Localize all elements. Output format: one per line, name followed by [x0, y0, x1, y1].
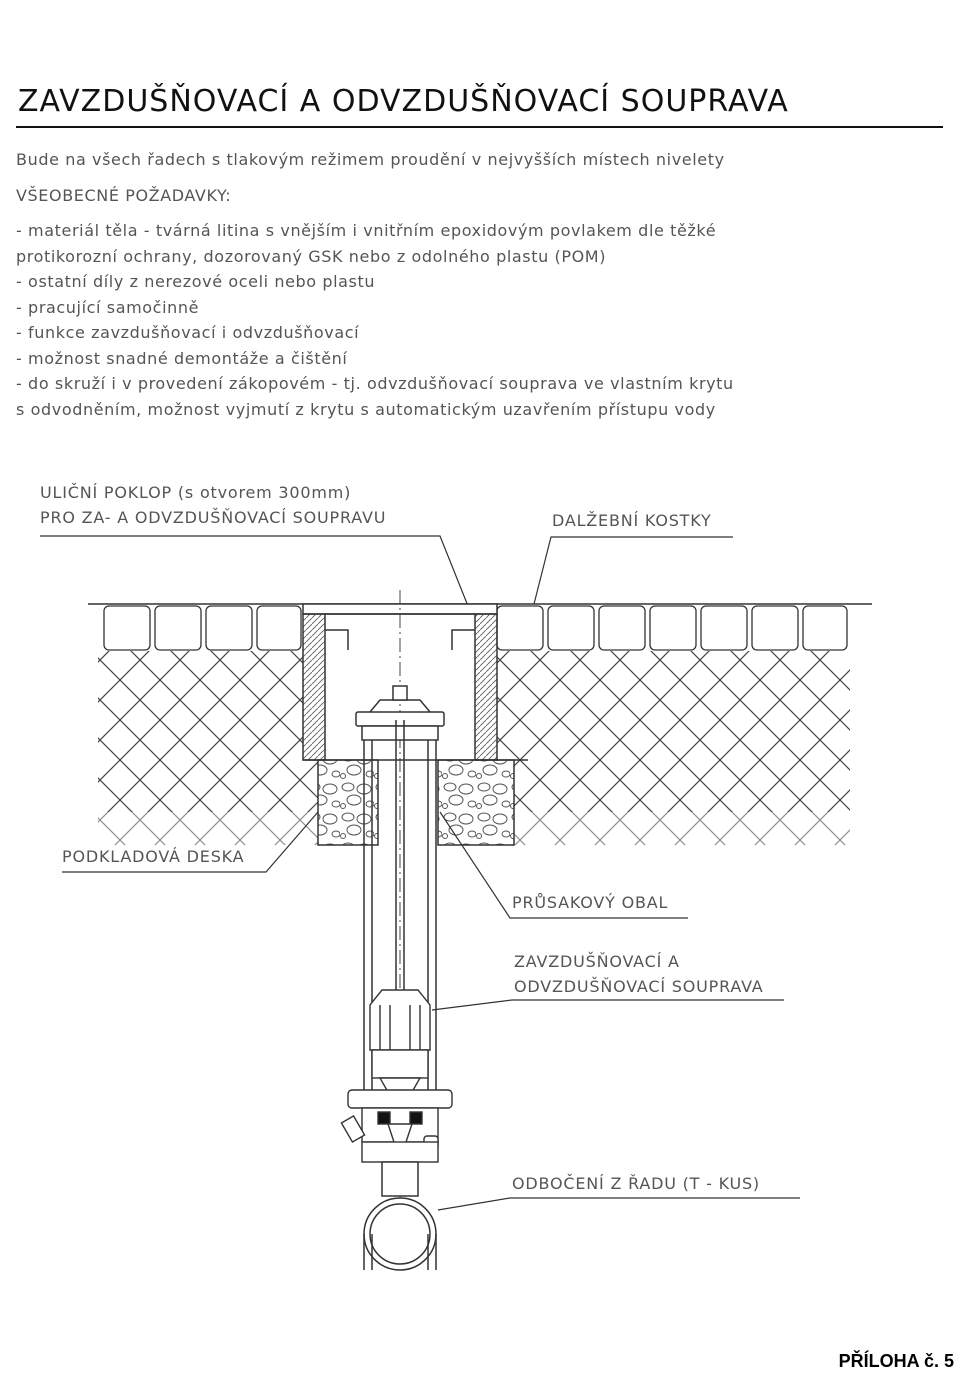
tee-piece [364, 1162, 436, 1270]
label-valve-line1: ZAVZDUŠŇOVACÍ A [514, 952, 680, 971]
leader-paving [534, 537, 733, 604]
leader-valve [432, 1000, 784, 1010]
requirement-line: s odvodněním, možnost vyjmutí z krytu s automatickým uzavřením přístupu vody [16, 399, 716, 419]
leader-tee [438, 1198, 800, 1210]
annex-label: PŘÍLOHA č. 5 [838, 1351, 954, 1371]
label-tee: ODBOČENÍ Z ŘADU (T - KUS) [512, 1174, 760, 1193]
intro-text: Bude na všech řadech s tlakovým režimem proudění v nejvyšších místech nivelety [16, 150, 725, 169]
requirement-line: protikorozní ochrany, dozorovaný GSK nebo z odolného plastu (POM) [16, 246, 607, 266]
requirement-line: - materiál těla - tvárná litina s vnějším i vnitřním epoxidovým povlakem dle těžké [16, 221, 717, 240]
label-casing: PRŮSAKOVÝ OBAL [512, 893, 669, 912]
requirement-line: - ostatní díly z nerezové oceli nebo plastu [16, 272, 376, 291]
leader-street-cover [40, 536, 468, 606]
page-title: ZAVZDUŠŇOVACÍ A ODVZDUŠŇOVACÍ SOUPRAVA [18, 84, 789, 119]
label-base-plate: PODKLADOVÁ DESKA [62, 847, 245, 866]
valve-body [370, 990, 430, 1092]
label-valve-line2: ODVZDUŠŇOVACÍ SOUPRAVA [514, 977, 764, 996]
connection-flange [341, 1090, 452, 1162]
requirement-line: - pracující samočinně [16, 297, 200, 317]
label-street-cover-line1: ULIČNÍ POKLOP (s otvorem 300mm) [40, 483, 352, 502]
label-street-cover-line2: PRO ZA- A ODVZDUŠŇOVACÍ SOUPRAVU [40, 508, 387, 527]
requirement-line: - do skruží i v provedení zákopovém - tj. odvzdušňovací souprava ve vlastním krytu [16, 374, 734, 393]
label-paving: DALŽEBNÍ KOSTKY [552, 511, 712, 530]
requirement-line: - funkce zavzdušňovací i odvzdušňovací [16, 323, 360, 342]
requirements-heading: VŠEOBECNÉ POŽADAVKY: [16, 186, 232, 205]
valve-cap [356, 686, 444, 740]
requirement-line: - možnost snadné demontáže a čištění [16, 348, 348, 368]
base-plate [303, 760, 528, 845]
